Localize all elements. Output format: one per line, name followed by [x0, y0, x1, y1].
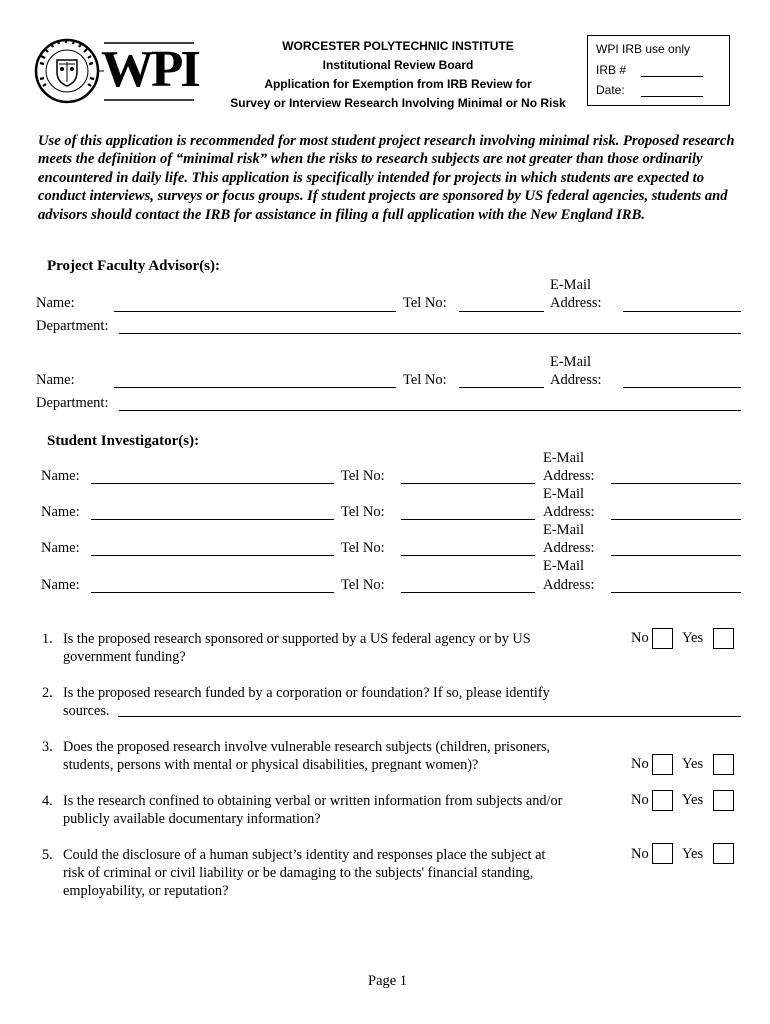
student-4-email-label-line1: E-Mail: [543, 558, 585, 574]
q2-sources-field[interactable]: [118, 716, 741, 717]
q1-yes-checkbox[interactable]: [713, 628, 734, 649]
advisor-1-name-field[interactable]: [114, 311, 396, 312]
student-1-tel-label: Tel No:: [341, 468, 385, 484]
q4-text-line1: Is the research confined to obtaining verbal or written information from subjects and/or: [63, 793, 563, 809]
student-3-email-label-line1: E-Mail: [543, 522, 585, 538]
q4-no-label: No: [631, 792, 649, 808]
q1-text-line1: Is the proposed research sponsored or supported by a US federal agency or by US: [63, 631, 531, 647]
q5-yes-checkbox[interactable]: [713, 843, 734, 864]
q5-no-checkbox[interactable]: [652, 843, 673, 864]
irb-use-box: [587, 35, 730, 106]
student-4-tel-field[interactable]: [401, 592, 535, 593]
q4-yes-label: Yes: [682, 792, 704, 808]
q1-no-label: No: [631, 630, 649, 646]
student-2-name-field[interactable]: [91, 519, 334, 520]
q5-number: 5.: [42, 847, 53, 863]
student-1-email-field[interactable]: [611, 483, 741, 484]
student-3-tel-field[interactable]: [401, 555, 535, 556]
q5-no-label: No: [631, 846, 649, 862]
student-1-email-label-line1: E-Mail: [543, 450, 585, 466]
q3-number: 3.: [42, 739, 53, 755]
advisor-1-email-label-line1: E-Mail: [550, 277, 592, 293]
student-1-name-field[interactable]: [91, 483, 334, 484]
student-2-email-label-line2: Address:: [543, 504, 595, 520]
advisor-1-tel-label: Tel No:: [403, 295, 447, 311]
q2-number: 2.: [42, 685, 53, 701]
q5-text-line2: risk of criminal or civil liability or be damaging to the subjects' financial standing,: [63, 865, 534, 881]
q2-text-line2: sources.: [63, 703, 110, 719]
q4-no-checkbox[interactable]: [652, 790, 673, 811]
student-3-email-field[interactable]: [611, 555, 741, 556]
q3-yes-label: Yes: [682, 756, 704, 772]
advisor-1-name-label: Name:: [36, 295, 75, 311]
student-3-email-label-line2: Address:: [543, 540, 595, 556]
student-1-email-label-line2: Address:: [543, 468, 595, 484]
student-1-name-label: Name:: [41, 468, 80, 484]
q5-yes-label: Yes: [682, 846, 704, 862]
irb-date-label: Date:: [596, 83, 625, 97]
student-1-tel-field[interactable]: [401, 483, 535, 484]
irb-number-label: IRB #: [596, 63, 627, 77]
advisor-2-email-field[interactable]: [623, 387, 741, 388]
q5-text-line3: employability, or reputation?: [63, 883, 229, 899]
q1-number: 1.: [42, 631, 53, 647]
wordmark: WPI: [101, 41, 198, 98]
irb-date-field[interactable]: [641, 96, 703, 97]
student-2-email-field[interactable]: [611, 519, 741, 520]
advisor-1-tel-field[interactable]: [459, 311, 544, 312]
advisor-1-dept-field[interactable]: [119, 333, 741, 334]
q3-no-label: No: [631, 756, 649, 772]
student-4-name-label: Name:: [41, 577, 80, 593]
q4-number: 4.: [42, 793, 53, 809]
q3-text-line2: students, persons with mental or physical disabilities, pregnant women)?: [63, 757, 479, 773]
advisor-1-email-field[interactable]: [623, 311, 741, 312]
advisor-2-tel-field[interactable]: [459, 387, 544, 388]
students-heading: Student Investigator(s):: [47, 433, 200, 449]
q2-text-line1: Is the proposed research funded by a corporation or foundation? If so, please identify: [63, 685, 550, 701]
student-3-tel-label: Tel No:: [341, 540, 385, 556]
form-subtitle: Survey or Interview Research Involving Minimal or No Risk: [230, 96, 566, 110]
advisor-2-dept-field[interactable]: [119, 410, 741, 411]
board-title: Institutional Review Board: [322, 58, 474, 72]
advisor-heading: Project Faculty Advisor(s):: [47, 258, 221, 274]
student-4-tel-label: Tel No:: [341, 577, 385, 593]
intro-paragraph: Use of this application is recommended for most student project research involving minimal risk. Proposed research meets the definition of “minimal risk” when the risks to research subjects are not greater than those ordinarily encountered in daily life. This application is specifically intended for projects in which students are expected to conduct interviews, surveys or focus groups. If student projects are sponsored by US federal agencies, students and advisors should contact the IRB for assistance in filing a full application with the New England IRB.: [38, 133, 735, 223]
q5-text-line1: Could the disclosure of a human subject’s identity and responses place the subject at: [63, 847, 546, 863]
institution-title: WORCESTER POLYTECHNIC INSTITUTE: [282, 39, 514, 53]
student-2-tel-label: Tel No:: [341, 504, 385, 520]
form-title: Application for Exemption from IRB Review for: [264, 77, 532, 91]
student-2-tel-field[interactable]: [401, 519, 535, 520]
student-3-name-label: Name:: [41, 540, 80, 556]
student-4-email-field[interactable]: [611, 592, 741, 593]
q1-yes-label: Yes: [682, 630, 704, 646]
q3-yes-checkbox[interactable]: [713, 754, 734, 775]
advisor-2-email-label-line2: Address:: [550, 372, 602, 388]
irb-number-field[interactable]: [641, 76, 703, 77]
advisor-2-dept-label: Department:: [36, 395, 109, 411]
q3-no-checkbox[interactable]: [652, 754, 673, 775]
advisor-2-name-field[interactable]: [114, 387, 396, 388]
q1-text-line2: government funding?: [63, 649, 186, 665]
advisor-1-dept-label: Department:: [36, 318, 109, 334]
student-4-name-field[interactable]: [91, 592, 334, 593]
advisor-2-tel-label: Tel No:: [403, 372, 447, 388]
student-4-email-label-line2: Address:: [543, 577, 595, 593]
q1-no-checkbox[interactable]: [652, 628, 673, 649]
q4-yes-checkbox[interactable]: [713, 790, 734, 811]
student-2-name-label: Name:: [41, 504, 80, 520]
q4-text-line2: publicly available documentary information?: [63, 811, 321, 827]
wpi-logo: [34, 36, 199, 106]
student-2-email-label-line1: E-Mail: [543, 486, 585, 502]
advisor-1-email-label-line2: Address:: [550, 295, 602, 311]
page-number: Page 1: [368, 973, 408, 989]
advisor-2-name-label: Name:: [36, 372, 75, 388]
advisor-2-email-label-line1: E-Mail: [550, 354, 592, 370]
q3-text-line1: Does the proposed research involve vulnerable research subjects (children, prisoners,: [63, 739, 551, 755]
irb-box-title: WPI IRB use only: [596, 42, 691, 56]
student-3-name-field[interactable]: [91, 555, 334, 556]
